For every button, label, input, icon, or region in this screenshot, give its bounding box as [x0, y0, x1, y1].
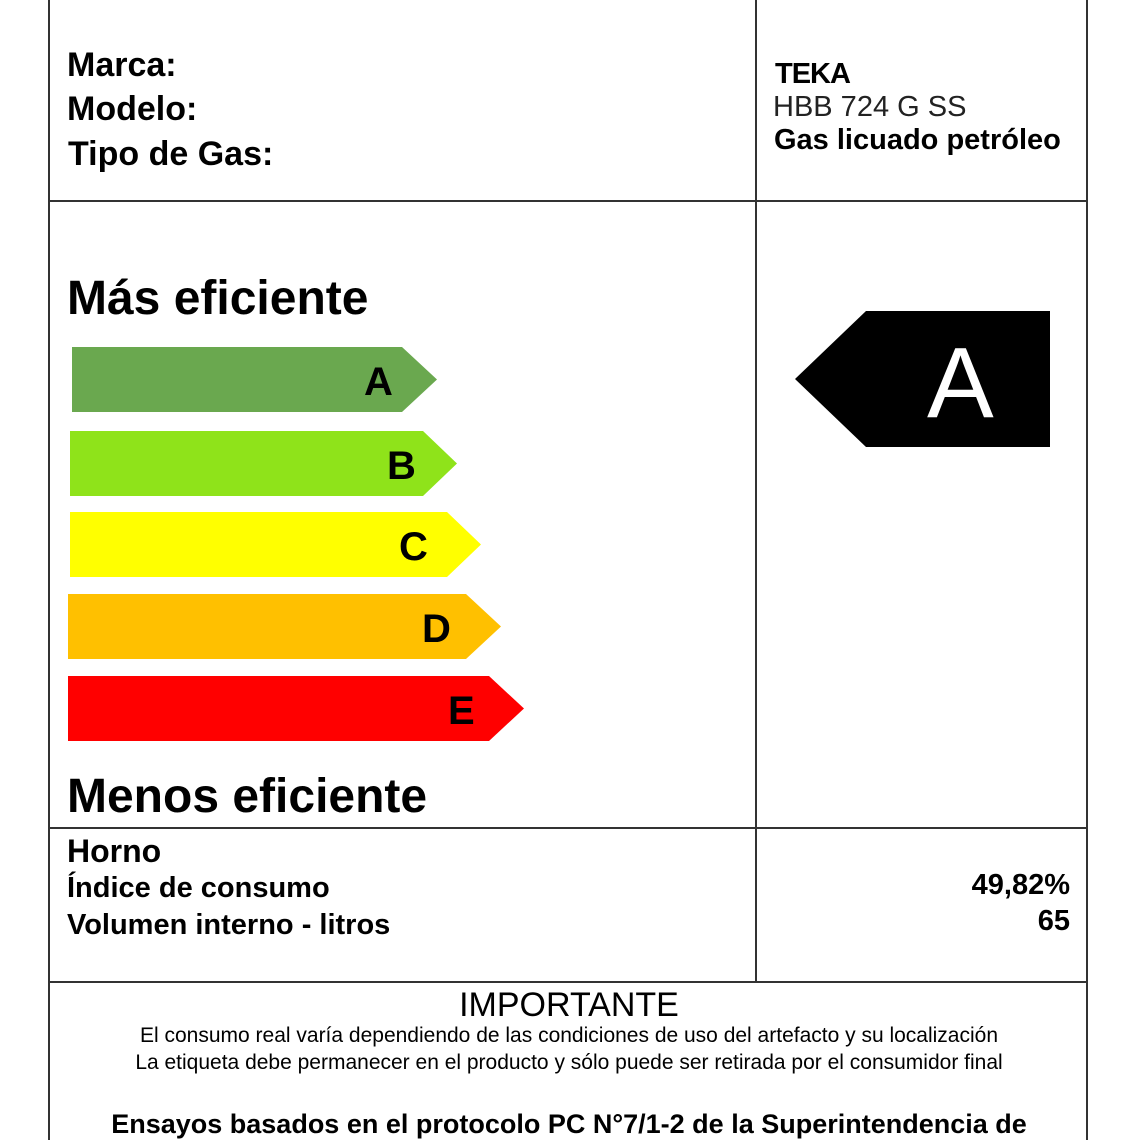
scale-letter-d: D: [422, 607, 451, 651]
scale-bar-c: [70, 512, 482, 577]
rating-arrow-icon: [795, 311, 1051, 448]
energy-rating-badge: [795, 311, 1051, 448]
least-efficient-heading: Menos eficiente: [67, 770, 428, 823]
rating-letter: A: [927, 327, 994, 439]
specs-divider: [48, 981, 1088, 983]
consumption-index-label: Índice de consumo: [67, 872, 330, 904]
scale-bar-a: [72, 347, 438, 412]
model-value: HBB 724 G SS: [773, 91, 967, 123]
notice-line-1: El consumo real varía dependiendo de las condiciones de uso del artefacto y su localización: [139, 1024, 999, 1047]
scale-bar-e: [68, 676, 525, 741]
column-divider: [755, 0, 757, 982]
header-divider: [48, 200, 1088, 202]
test-protocol-footer: Ensayos basados en el protocolo PC N°7/1-2 de la Superintendencia de: [111, 1109, 1027, 1139]
scale-letter-a: A: [364, 360, 393, 404]
consumption-index-value: 49,82%: [971, 869, 1070, 901]
brand-label: Marca:: [67, 46, 177, 84]
scale-bar-b: [70, 431, 458, 496]
gas-type-value: Gas licuado petróleo: [774, 124, 1061, 156]
notice-line-2: La etiqueta debe permanecer en el producto y sólo puede ser retirada por el consumidor final: [135, 1051, 1003, 1074]
internal-volume-label: Volumen interno - litros: [67, 909, 391, 941]
label-right-border: [1086, 0, 1088, 1140]
scale-letter-c: C: [399, 525, 428, 569]
scale-letter-b: B: [387, 444, 416, 488]
label-left-border: [48, 0, 50, 1140]
specs-section-title: Horno: [67, 833, 162, 869]
brand-value: TEKA: [775, 58, 850, 90]
most-efficient-heading: Más eficiente: [67, 272, 369, 325]
notice-title: IMPORTANTE: [459, 986, 679, 1024]
scale-divider: [48, 827, 1088, 829]
scale-letter-e: E: [448, 689, 475, 733]
model-label: Modelo:: [67, 90, 198, 128]
gas-type-label: Tipo de Gas:: [68, 135, 274, 173]
internal-volume-value: 65: [1037, 905, 1070, 937]
scale-bar-d: [68, 594, 502, 659]
